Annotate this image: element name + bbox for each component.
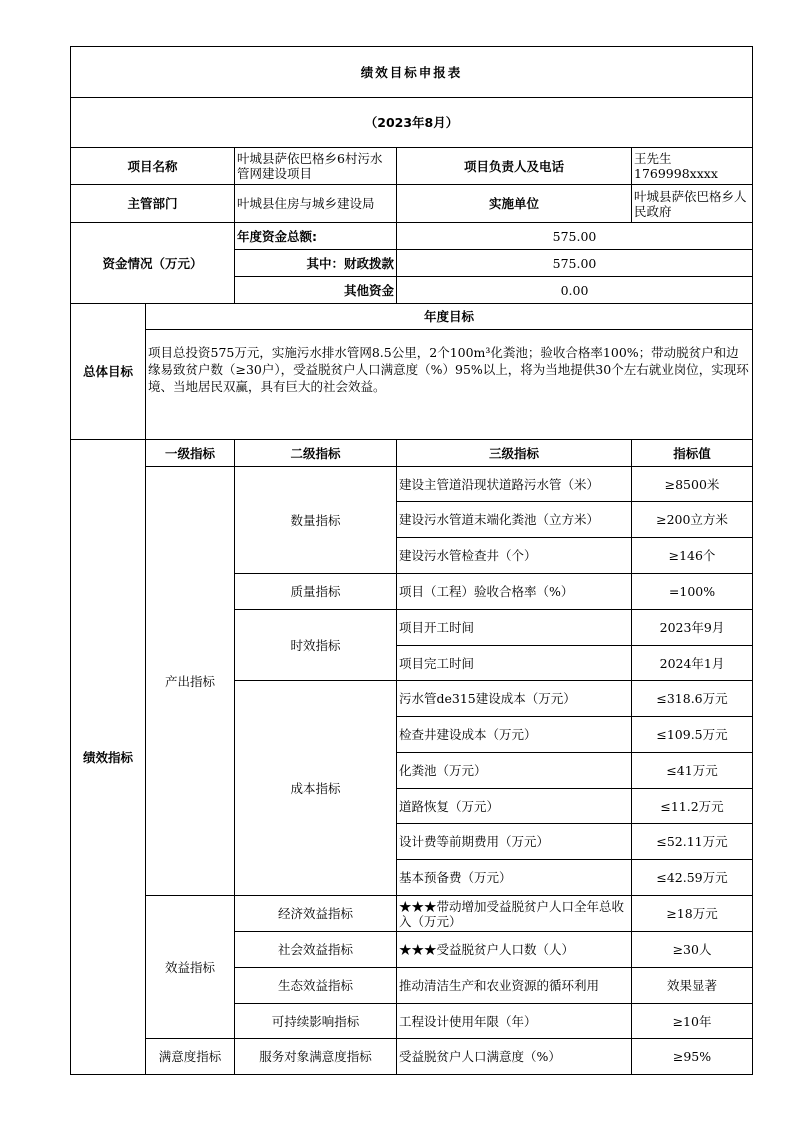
satisfaction-indicator-label: 满意度指标 [146, 1039, 235, 1075]
indicator-value: ≤41万元 [632, 753, 753, 789]
dept-value: 叶城县住房与城乡建设局 [235, 185, 397, 223]
indicator-name: 建设主管道沿现状道路污水管（米） [397, 467, 632, 502]
annual-goal-text: 项目总投资575万元，实施污水排水管网8.5公里，2个100m³化粪池；验收合格率100%；带动脱贫户和边缘易致贫户数（≥30户），受益脱贫户人口满意度（%）95%以上，将为当地提供30个左右就业岗位，实现环境、当地居民双赢，具有巨大的社会效益。 [146, 330, 753, 440]
indicator-value: ≤52.11万元 [632, 824, 753, 860]
indicator-value: 效果显著 [632, 968, 753, 1004]
time-indicator-label: 时效指标 [235, 610, 397, 681]
indicator-name: 设计费等前期费用（万元） [397, 824, 632, 860]
project-leader-label: 项目负责人及电话 [397, 148, 632, 185]
header-level1: 一级指标 [146, 440, 235, 467]
indicator-name: 建设污水管检查井（个） [397, 538, 632, 574]
indicator-value: ≤109.5万元 [632, 717, 753, 753]
indicator-name: 受益脱贫户人口满意度（%） [397, 1039, 632, 1075]
indicator-value: ≥200立方米 [632, 502, 753, 538]
indicator-name: 污水管de315建设成本（万元） [397, 681, 632, 717]
project-leader: 王先生1769998xxxx [632, 148, 753, 185]
indicator-value: =100% [632, 574, 753, 610]
indicator-name: 推动清洁生产和农业资源的循环利用 [397, 968, 632, 1004]
output-indicator-label: 产出指标 [146, 467, 235, 896]
indicator-level2: 经济效益指标 [235, 896, 397, 932]
funding-fiscal: 575.00 [397, 250, 753, 277]
header-level3: 三级指标 [397, 440, 632, 467]
indicator-name: 工程设计使用年限（年） [397, 1004, 632, 1039]
indicator-level2: 服务对象满意度指标 [235, 1039, 397, 1075]
indicator-value: ≤318.6万元 [632, 681, 753, 717]
indicator-value: 2024年1月 [632, 646, 753, 681]
indicator-value: ≥30人 [632, 932, 753, 968]
funding-fiscal-label: 其中：财政拨款 [235, 250, 397, 277]
unit-value: 叶城县萨依巴格乡人民政府 [632, 185, 753, 223]
indicator-name: ★★★受益脱贫户人口数（人） [397, 932, 632, 968]
indicator-name: 化粪池（万元） [397, 753, 632, 789]
overall-goal-label: 总体目标 [71, 304, 146, 440]
performance-label: 绩效指标 [71, 440, 146, 1075]
indicator-level2: 可持续影响指标 [235, 1004, 397, 1039]
project-name: 叶城县萨依巴格乡6村污水管网建设项目 [235, 148, 397, 185]
indicator-name: 项目完工时间 [397, 646, 632, 681]
funding-other: 0.00 [397, 277, 753, 304]
indicator-level2: 社会效益指标 [235, 932, 397, 968]
indicator-name: 道路恢复（万元） [397, 789, 632, 824]
indicator-value: ≥18万元 [632, 896, 753, 932]
annual-goal-header: 年度目标 [146, 304, 753, 330]
indicator-name: ★★★带动增加受益脱贫户人口全年总收入（万元） [397, 896, 632, 932]
funding-total: 575.00 [397, 223, 753, 250]
header-level2: 二级指标 [235, 440, 397, 467]
indicator-name: 建设污水管道末端化粪池（立方米） [397, 502, 632, 538]
indicator-value: ≥8500米 [632, 467, 753, 502]
quality-indicator-label: 质量指标 [235, 574, 397, 610]
benefit-indicator-label: 效益指标 [146, 896, 235, 1039]
funding-other-label: 其他资金 [235, 277, 397, 304]
indicator-value: ≤11.2万元 [632, 789, 753, 824]
indicator-value: 2023年9月 [632, 610, 753, 646]
form-date: （2023年8月） [71, 98, 753, 148]
header-value: 指标值 [632, 440, 753, 467]
dept-label: 主管部门 [71, 185, 235, 223]
indicator-value: ≥95% [632, 1039, 753, 1075]
unit-label: 实施单位 [397, 185, 632, 223]
indicator-name: 项目开工时间 [397, 610, 632, 646]
funding-label: 资金情况（万元） [71, 223, 235, 304]
indicator-value: ≤42.59万元 [632, 860, 753, 896]
indicator-name: 项目（工程）验收合格率（%） [397, 574, 632, 610]
indicator-value: ≥146个 [632, 538, 753, 574]
project-name-label: 项目名称 [71, 148, 235, 185]
indicator-value: ≥10年 [632, 1004, 753, 1039]
quantity-indicator-label: 数量指标 [235, 467, 397, 574]
indicator-name: 检查井建设成本（万元） [397, 717, 632, 753]
funding-total-label: 年度资金总额: [235, 223, 397, 250]
cost-indicator-label: 成本指标 [235, 681, 397, 896]
performance-target-form [70, 46, 753, 1075]
indicator-name: 基本预备费（万元） [397, 860, 632, 896]
indicator-level2: 生态效益指标 [235, 968, 397, 1004]
form-title: 绩效目标申报表 [71, 47, 753, 98]
